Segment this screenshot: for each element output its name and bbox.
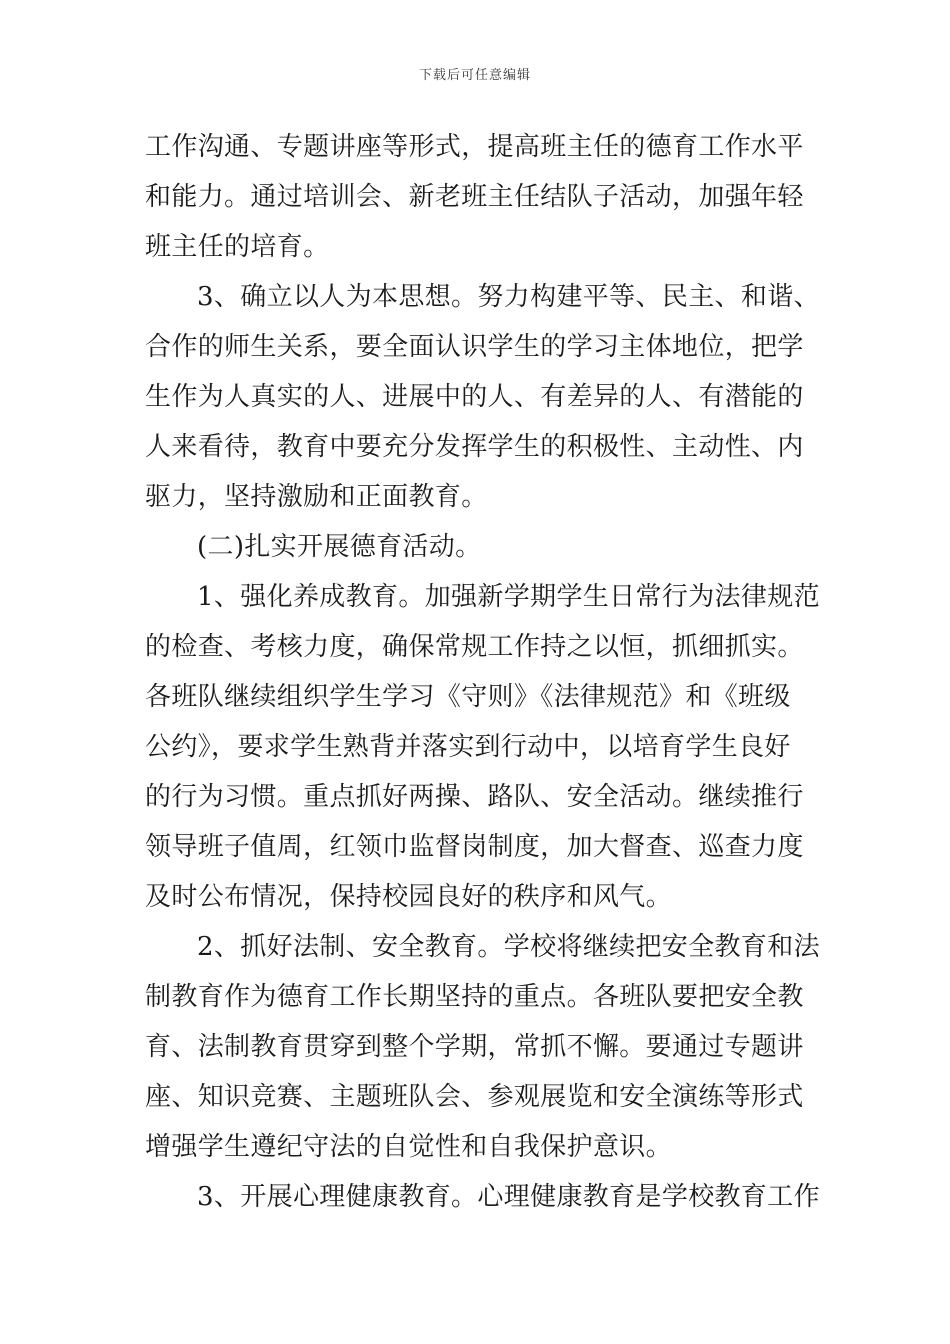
paragraph-class-teacher-training xyxy=(145,122,810,272)
text-line: 合作的师生关系，要全面认识学生的学习主体地位，把学 xyxy=(145,332,804,362)
text-line: 各班队继续组织学生学习《守则》《法律规范》和《班级 xyxy=(145,682,791,712)
paragraph-mental-health-education xyxy=(145,1172,820,1222)
section-heading-moral-activities xyxy=(145,522,810,572)
paragraph-habit-education xyxy=(145,572,820,922)
text-line: 及时公布情况，保持校园良好的秩序和风气。 xyxy=(145,882,673,912)
text-line: 座、知识竞赛、主题班队会、参观展览和安全演练等形式 xyxy=(145,1082,804,1112)
text-line: 班主任的培育。 xyxy=(145,232,330,262)
text-line: 3、确立以人为本思想。努力构建平等、民主、和谐、 xyxy=(197,282,820,312)
paragraph-people-oriented xyxy=(145,272,820,522)
text-line: 育、法制教育贯穿到整个学期，常抓不懈。要通过专题讲 xyxy=(145,1032,804,1062)
text-line: 3、开展心理健康教育。心理健康教育是学校教育工作 xyxy=(197,1182,820,1212)
text-line: 2、抓好法制、安全教育。学校将继续把安全教育和法 xyxy=(197,932,820,962)
text-line: 驱力，坚持激励和正面教育。 xyxy=(145,482,488,512)
section-heading: (二)扎实开展德育活动。 xyxy=(197,532,482,562)
text-line: 的行为习惯。重点抓好两操、路队、安全活动。继续推行 xyxy=(145,782,804,812)
document-body xyxy=(145,122,820,1222)
text-line: 增强学生遵纪守法的自觉性和自我保护意识。 xyxy=(145,1132,673,1162)
text-line: 和能力。通过培训会、新老班主任结队子活动，加强年轻 xyxy=(145,182,804,212)
text-line: 制教育作为德育工作长期坚持的重点。各班队要把安全教 xyxy=(145,982,804,1012)
text-line: 生作为人真实的人、进展中的人、有差异的人、有潜能的 xyxy=(145,382,804,412)
text-line: 领导班子值周，红领巾监督岗制度，加大督查、巡查力度 xyxy=(145,832,804,862)
text-line: 工作沟通、专题讲座等形式，提高班主任的德育工作水平 xyxy=(145,132,804,162)
paragraph-legal-safety-education xyxy=(145,922,820,1172)
text-line: 公约》，要求学生熟背并落实到行动中，以培育学生良好 xyxy=(145,732,791,762)
text-line: 1、强化养成教育。加强新学期学生日常行为法律规范 xyxy=(197,582,820,612)
page-header: 下载后可任意编辑 xyxy=(418,68,531,83)
text-line: 的检查、考核力度，确保常规工作持之以恒，抓细抓实。 xyxy=(145,632,804,662)
text-line: 人来看待，教育中要充分发挥学生的积极性、主动性、内 xyxy=(145,432,804,462)
